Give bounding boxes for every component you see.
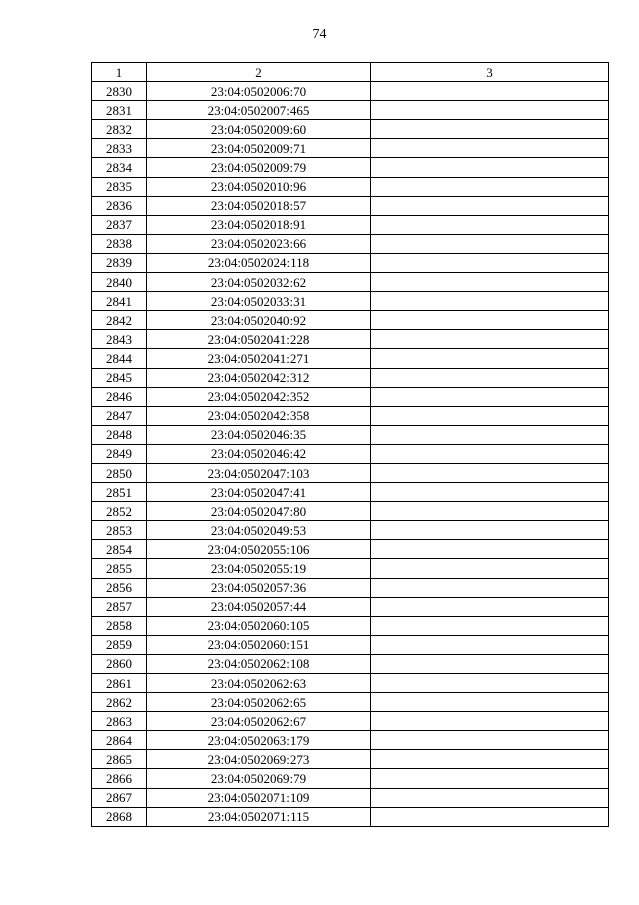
table-row: [92, 82, 609, 101]
table-row: [92, 463, 609, 482]
row-number-cell: 2864: [92, 731, 147, 750]
row-number-cell: 2849: [92, 444, 147, 463]
notes-cell: [371, 750, 609, 769]
notes-cell: [371, 101, 609, 120]
table-row: [92, 750, 609, 769]
table-row: [92, 559, 609, 578]
cadastral-number-cell: 23:04:0502046:35: [147, 425, 371, 444]
table-row: [92, 406, 609, 425]
row-number-cell: 2850: [92, 463, 147, 482]
notes-cell: [371, 788, 609, 807]
notes-cell: [371, 273, 609, 292]
column-header-1: 1: [92, 63, 147, 82]
table-row: [92, 693, 609, 712]
cadastral-number-cell: 23:04:0502062:63: [147, 674, 371, 693]
notes-cell: [371, 406, 609, 425]
cadastral-number-cell: 23:04:0502047:80: [147, 502, 371, 521]
table-row: [92, 769, 609, 788]
table-row: [92, 483, 609, 502]
notes-cell: [371, 578, 609, 597]
cadastral-number-cell: 23:04:0502042:312: [147, 368, 371, 387]
table-row: [92, 177, 609, 196]
cadastral-number-cell: 23:04:0502049:53: [147, 521, 371, 540]
cadastral-number-cell: 23:04:0502062:108: [147, 654, 371, 673]
cadastral-number-cell: 23:04:0502060:151: [147, 635, 371, 654]
table-row: [92, 387, 609, 406]
cadastral-number-cell: 23:04:0502071:109: [147, 788, 371, 807]
table-header-row: [92, 63, 609, 82]
cadastral-number-cell: 23:04:0502042:352: [147, 387, 371, 406]
cadastral-number-cell: 23:04:0502063:179: [147, 731, 371, 750]
table-row: [92, 120, 609, 139]
notes-cell: [371, 177, 609, 196]
table-row: [92, 139, 609, 158]
row-number-cell: 2837: [92, 215, 147, 234]
table-row: [92, 674, 609, 693]
cadastral-number-cell: 23:04:0502055:106: [147, 540, 371, 559]
cadastral-number-cell: 23:04:0502047:103: [147, 463, 371, 482]
cadastral-number-cell: 23:04:0502041:271: [147, 349, 371, 368]
row-number-cell: 2843: [92, 330, 147, 349]
table-body: [92, 82, 609, 827]
column-header-3: 3: [371, 63, 609, 82]
table-row: [92, 578, 609, 597]
notes-cell: [371, 674, 609, 693]
notes-cell: [371, 616, 609, 635]
table-row: [92, 444, 609, 463]
row-number-cell: 2845: [92, 368, 147, 387]
notes-cell: [371, 635, 609, 654]
row-number-cell: 2835: [92, 177, 147, 196]
notes-cell: [371, 444, 609, 463]
row-number-cell: 2852: [92, 502, 147, 521]
row-number-cell: 2861: [92, 674, 147, 693]
notes-cell: [371, 196, 609, 215]
row-number-cell: 2859: [92, 635, 147, 654]
notes-cell: [371, 349, 609, 368]
notes-cell: [371, 483, 609, 502]
table-row: [92, 597, 609, 616]
notes-cell: [371, 425, 609, 444]
cadastral-number-cell: 23:04:0502042:358: [147, 406, 371, 425]
notes-cell: [371, 540, 609, 559]
row-number-cell: 2865: [92, 750, 147, 769]
notes-cell: [371, 253, 609, 272]
notes-cell: [371, 234, 609, 253]
row-number-cell: 2840: [92, 273, 147, 292]
table-row: [92, 311, 609, 330]
cadastral-number-cell: 23:04:0502040:92: [147, 311, 371, 330]
row-number-cell: 2851: [92, 483, 147, 502]
cadastral-number-cell: 23:04:0502041:228: [147, 330, 371, 349]
cadastral-number-cell: 23:04:0502032:62: [147, 273, 371, 292]
row-number-cell: 2856: [92, 578, 147, 597]
notes-cell: [371, 139, 609, 158]
notes-cell: [371, 311, 609, 330]
table-row: [92, 521, 609, 540]
row-number-cell: 2866: [92, 769, 147, 788]
notes-cell: [371, 654, 609, 673]
row-number-cell: 2854: [92, 540, 147, 559]
cadastral-number-cell: 23:04:0502009:60: [147, 120, 371, 139]
cadastral-number-cell: 23:04:0502069:273: [147, 750, 371, 769]
notes-cell: [371, 82, 609, 101]
cadastral-number-cell: 23:04:0502055:19: [147, 559, 371, 578]
row-number-cell: 2847: [92, 406, 147, 425]
table-row: [92, 807, 609, 826]
notes-cell: [371, 387, 609, 406]
cadastral-number-cell: 23:04:0502033:31: [147, 292, 371, 311]
cadastral-number-cell: 23:04:0502060:105: [147, 616, 371, 635]
row-number-cell: 2834: [92, 158, 147, 177]
row-number-cell: 2868: [92, 807, 147, 826]
row-number-cell: 2841: [92, 292, 147, 311]
notes-cell: [371, 769, 609, 788]
row-number-cell: 2863: [92, 712, 147, 731]
row-number-cell: 2842: [92, 311, 147, 330]
notes-cell: [371, 731, 609, 750]
table-row: [92, 616, 609, 635]
notes-cell: [371, 158, 609, 177]
cadastral-number-cell: 23:04:0502018:57: [147, 196, 371, 215]
cadastral-number-cell: 23:04:0502007:465: [147, 101, 371, 120]
table-row: [92, 654, 609, 673]
notes-cell: [371, 521, 609, 540]
table-row: [92, 234, 609, 253]
row-number-cell: 2846: [92, 387, 147, 406]
table-row: [92, 635, 609, 654]
notes-cell: [371, 693, 609, 712]
cadastral-number-cell: 23:04:0502018:91: [147, 215, 371, 234]
table-row: [92, 502, 609, 521]
table-row: [92, 215, 609, 234]
row-number-cell: 2867: [92, 788, 147, 807]
row-number-cell: 2844: [92, 349, 147, 368]
page-number: 74: [312, 27, 327, 42]
notes-cell: [371, 120, 609, 139]
row-number-cell: 2857: [92, 597, 147, 616]
table-row: [92, 101, 609, 120]
row-number-cell: 2855: [92, 559, 147, 578]
table-row: [92, 292, 609, 311]
notes-cell: [371, 368, 609, 387]
notes-cell: [371, 292, 609, 311]
cadastral-number-cell: 23:04:0502057:36: [147, 578, 371, 597]
row-number-cell: 2853: [92, 521, 147, 540]
table-row: [92, 731, 609, 750]
row-number-cell: 2860: [92, 654, 147, 673]
table-row: [92, 196, 609, 215]
table-row: [92, 540, 609, 559]
cadastral-number-cell: 23:04:0502057:44: [147, 597, 371, 616]
table-row: [92, 788, 609, 807]
cadastral-number-cell: 23:04:0502047:41: [147, 483, 371, 502]
cadastral-number-cell: 23:04:0502024:118: [147, 253, 371, 272]
row-number-cell: 2836: [92, 196, 147, 215]
notes-cell: [371, 502, 609, 521]
cadastral-number-cell: 23:04:0502071:115: [147, 807, 371, 826]
table-row: [92, 330, 609, 349]
notes-cell: [371, 597, 609, 616]
notes-cell: [371, 559, 609, 578]
row-number-cell: 2833: [92, 139, 147, 158]
cadastral-number-cell: 23:04:0502023:66: [147, 234, 371, 253]
cadastral-table: [91, 62, 609, 827]
notes-cell: [371, 712, 609, 731]
row-number-cell: 2831: [92, 101, 147, 120]
notes-cell: [371, 807, 609, 826]
column-header-2: 2: [147, 63, 371, 82]
row-number-cell: 2839: [92, 253, 147, 272]
cadastral-number-cell: 23:04:0502046:42: [147, 444, 371, 463]
table-row: [92, 712, 609, 731]
row-number-cell: 2848: [92, 425, 147, 444]
cadastral-number-cell: 23:04:0502069:79: [147, 769, 371, 788]
table-row: [92, 158, 609, 177]
table-row: [92, 368, 609, 387]
row-number-cell: 2830: [92, 82, 147, 101]
table-row: [92, 349, 609, 368]
cadastral-number-cell: 23:04:0502062:65: [147, 693, 371, 712]
cadastral-number-cell: 23:04:0502009:71: [147, 139, 371, 158]
notes-cell: [371, 463, 609, 482]
table-row: [92, 273, 609, 292]
notes-cell: [371, 330, 609, 349]
cadastral-number-cell: 23:04:0502006:70: [147, 82, 371, 101]
cadastral-number-cell: 23:04:0502009:79: [147, 158, 371, 177]
cadastral-number-cell: 23:04:0502062:67: [147, 712, 371, 731]
row-number-cell: 2862: [92, 693, 147, 712]
row-number-cell: 2832: [92, 120, 147, 139]
table-row: [92, 425, 609, 444]
notes-cell: [371, 215, 609, 234]
table-row: [92, 253, 609, 272]
row-number-cell: 2838: [92, 234, 147, 253]
row-number-cell: 2858: [92, 616, 147, 635]
cadastral-number-cell: 23:04:0502010:96: [147, 177, 371, 196]
